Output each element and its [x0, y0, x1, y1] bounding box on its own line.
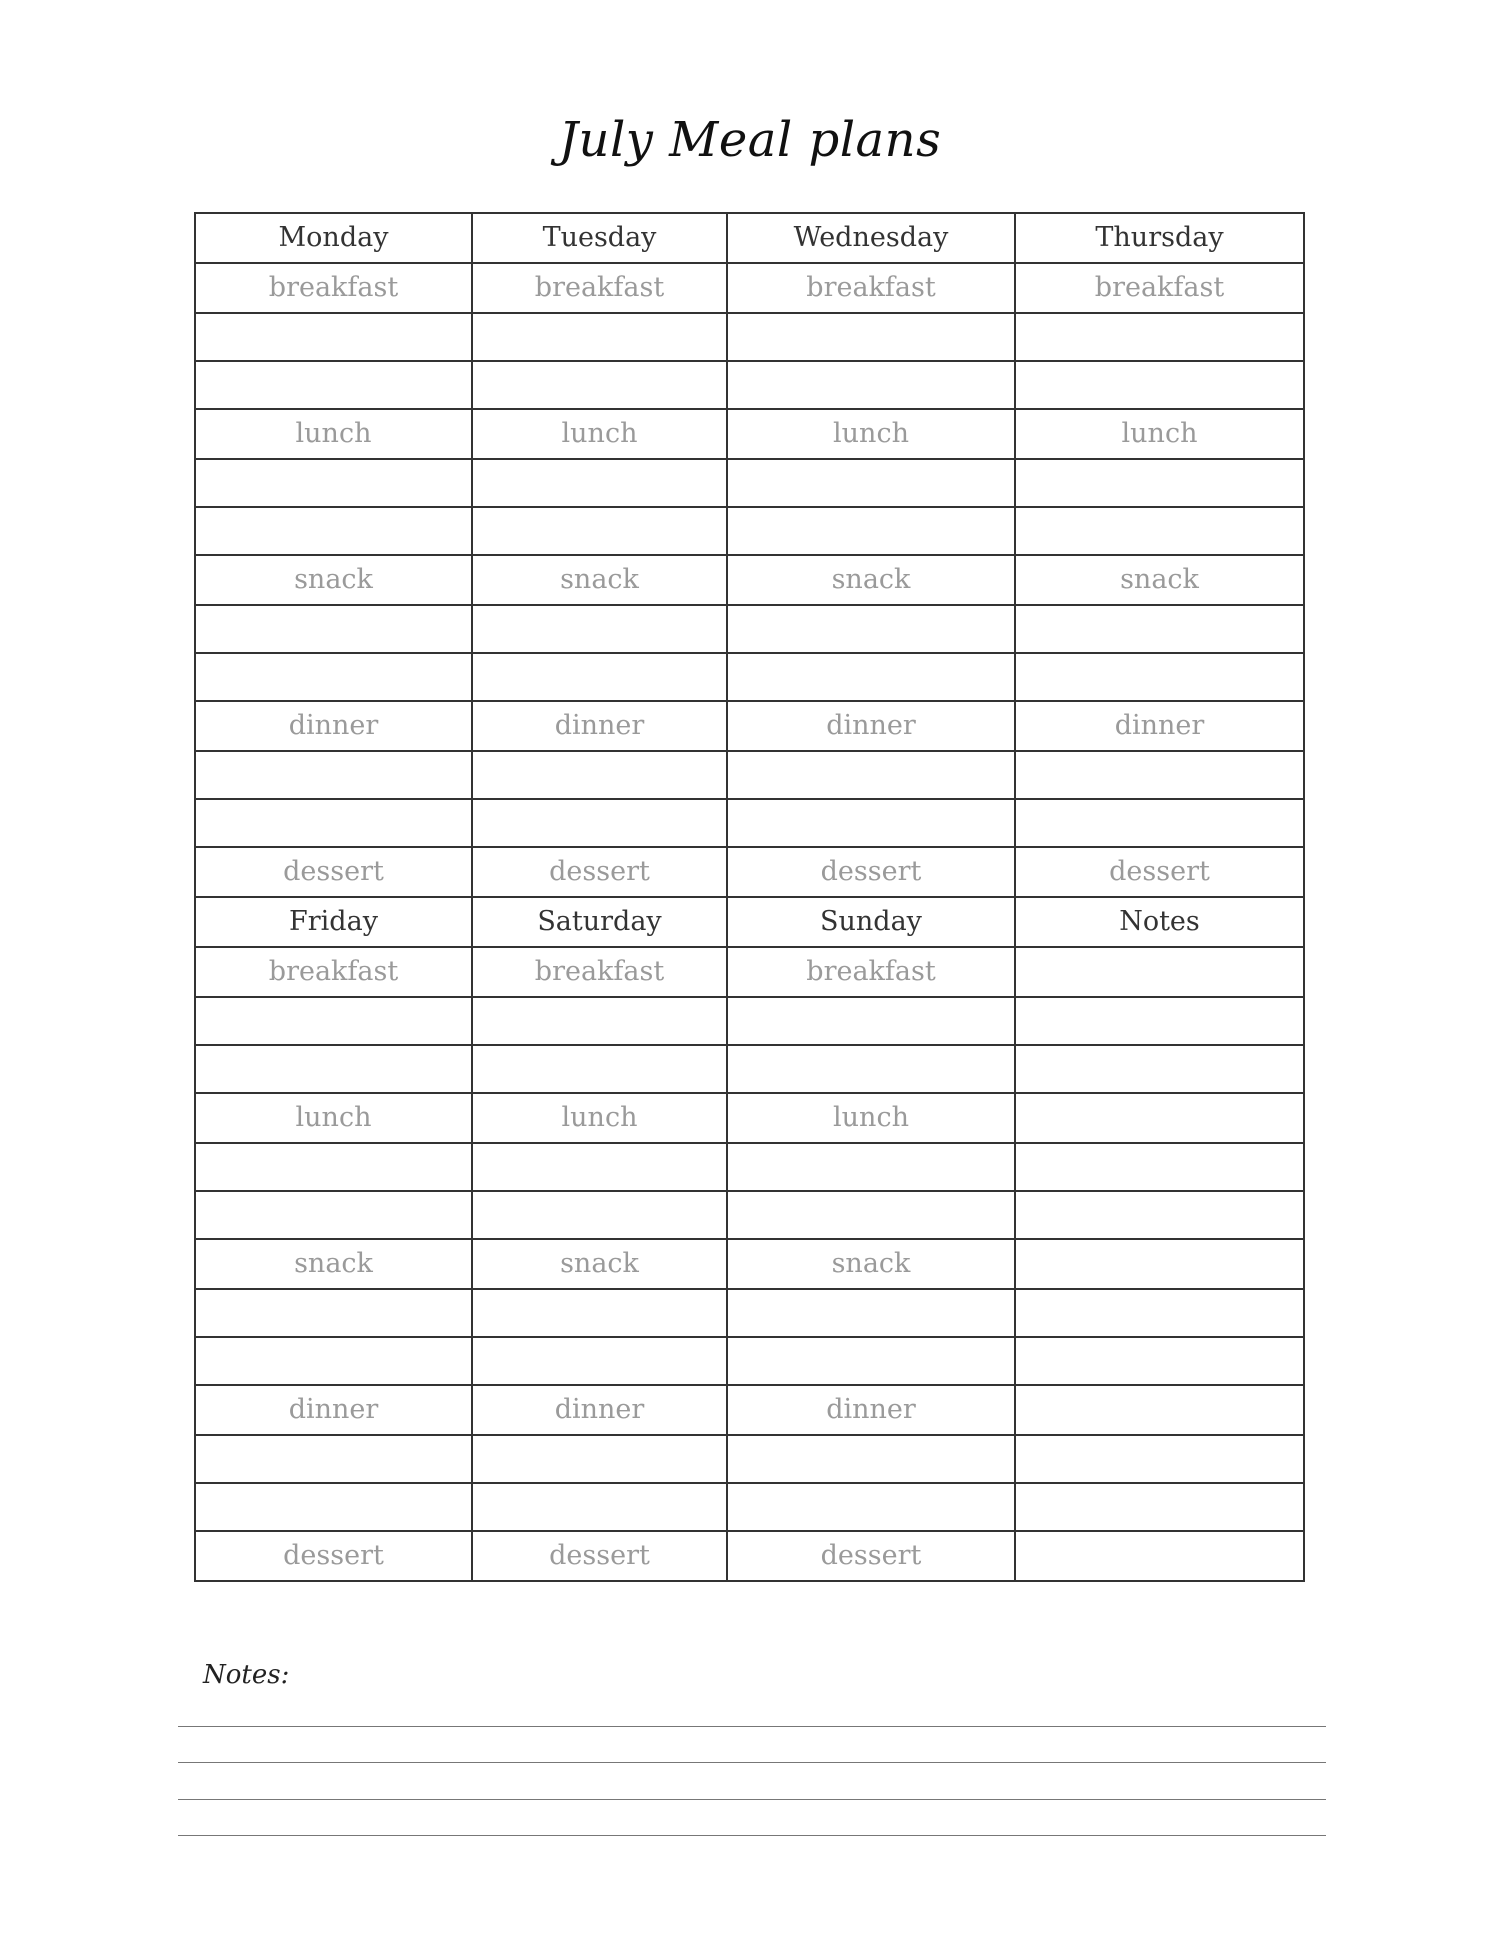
snack-entry-cell[interactable] — [727, 653, 1015, 701]
breakfast-label: breakfast — [727, 263, 1015, 313]
day-header: Friday — [195, 897, 472, 947]
lunch-entry-cell[interactable] — [727, 507, 1015, 555]
lunch-entry-cell[interactable] — [195, 1191, 472, 1239]
day-header: Saturday — [472, 897, 727, 947]
breakfast-entry-cell[interactable] — [195, 313, 472, 361]
lunch-label: lunch — [472, 409, 727, 459]
dinner-label: dinner — [195, 1385, 472, 1435]
dinner-entry-cell[interactable] — [472, 1483, 727, 1531]
breakfast-entry-cell[interactable] — [727, 313, 1015, 361]
lunch-label: lunch — [727, 409, 1015, 459]
meal-label-row — [195, 701, 1304, 751]
dessert-label: dessert — [472, 1531, 727, 1581]
breakfast-entry-cell[interactable] — [472, 361, 727, 409]
meal-label-row — [195, 1239, 1304, 1289]
snack-entry-cell[interactable] — [472, 605, 727, 653]
breakfast-entry-cell[interactable] — [472, 997, 727, 1045]
lunch-entry-cell[interactable] — [1015, 507, 1304, 555]
snack-entry-cell[interactable] — [472, 653, 727, 701]
snack-label: snack — [727, 555, 1015, 605]
notes-label: Notes: — [203, 1660, 290, 1690]
dinner-label: dinner — [727, 701, 1015, 751]
meal-label-row — [195, 1093, 1304, 1143]
day-header: Monday — [195, 213, 472, 263]
breakfast-label: breakfast — [1015, 263, 1304, 313]
snack-entry-cell[interactable] — [1015, 605, 1304, 653]
entry-row — [195, 1143, 1304, 1191]
breakfast-entry-cell[interactable] — [472, 1045, 727, 1093]
snack-label: snack — [472, 1239, 727, 1289]
entry-row — [195, 459, 1304, 507]
notes-cell[interactable] — [1015, 1483, 1304, 1531]
dinner-label: dinner — [472, 701, 727, 751]
breakfast-label: breakfast — [195, 947, 472, 997]
lunch-label: lunch — [727, 1093, 1015, 1143]
snack-label: snack — [195, 555, 472, 605]
notes-line[interactable] — [178, 1762, 1326, 1763]
notes-line[interactable] — [178, 1726, 1326, 1727]
lunch-entry-cell[interactable] — [472, 459, 727, 507]
entry-row — [195, 361, 1304, 409]
notes-cell[interactable] — [1015, 1385, 1304, 1435]
lunch-label: lunch — [1015, 409, 1304, 459]
day-header: Wednesday — [727, 213, 1015, 263]
day-header-row — [195, 897, 1304, 947]
breakfast-label: breakfast — [727, 947, 1015, 997]
snack-label: snack — [472, 555, 727, 605]
dessert-label: dessert — [727, 847, 1015, 897]
dinner-entry-cell[interactable] — [472, 1435, 727, 1483]
snack-entry-cell[interactable] — [195, 653, 472, 701]
lunch-entry-cell[interactable] — [195, 507, 472, 555]
lunch-label: lunch — [472, 1093, 727, 1143]
dessert-label: dessert — [195, 1531, 472, 1581]
breakfast-entry-cell[interactable] — [195, 1045, 472, 1093]
dinner-entry-cell[interactable] — [195, 751, 472, 799]
lunch-entry-cell[interactable] — [727, 459, 1015, 507]
notes-cell[interactable] — [1015, 997, 1304, 1045]
lunch-entry-cell[interactable] — [1015, 459, 1304, 507]
entry-row — [195, 751, 1304, 799]
entry-row — [195, 1435, 1304, 1483]
meal-plan-table — [194, 212, 1305, 1582]
breakfast-label: breakfast — [472, 947, 727, 997]
snack-label: snack — [1015, 555, 1304, 605]
dinner-entry-cell[interactable] — [727, 1483, 1015, 1531]
day-header: Tuesday — [472, 213, 727, 263]
notes-cell[interactable] — [1015, 1239, 1304, 1289]
notes-cell[interactable] — [1015, 1531, 1304, 1581]
lunch-label: lunch — [195, 1093, 472, 1143]
snack-label: snack — [195, 1239, 472, 1289]
lunch-entry-cell[interactable] — [472, 1143, 727, 1191]
dessert-label: dessert — [195, 847, 472, 897]
snack-entry-cell[interactable] — [472, 1337, 727, 1385]
lunch-entry-cell[interactable] — [195, 1143, 472, 1191]
entry-row — [195, 1045, 1304, 1093]
meal-label-row — [195, 1531, 1304, 1581]
notes-cell[interactable] — [1015, 1143, 1304, 1191]
notes-line[interactable] — [178, 1799, 1326, 1800]
dinner-label: dinner — [195, 701, 472, 751]
page-title: July Meal plans — [558, 112, 942, 168]
breakfast-entry-cell[interactable] — [1015, 313, 1304, 361]
notes-cell[interactable] — [1015, 1045, 1304, 1093]
meal-label-row — [195, 555, 1304, 605]
dinner-entry-cell[interactable] — [472, 799, 727, 847]
snack-entry-cell[interactable] — [195, 1337, 472, 1385]
day-header-row — [195, 213, 1304, 263]
breakfast-entry-cell[interactable] — [195, 361, 472, 409]
snack-entry-cell[interactable] — [472, 1289, 727, 1337]
breakfast-entry-cell[interactable] — [472, 313, 727, 361]
snack-entry-cell[interactable] — [727, 605, 1015, 653]
entry-row — [195, 799, 1304, 847]
dessert-label: dessert — [472, 847, 727, 897]
notes-line[interactable] — [178, 1835, 1326, 1836]
entry-row — [195, 1337, 1304, 1385]
breakfast-entry-cell[interactable] — [1015, 361, 1304, 409]
breakfast-entry-cell[interactable] — [727, 1045, 1015, 1093]
breakfast-label: breakfast — [195, 263, 472, 313]
meal-label-row — [195, 847, 1304, 897]
dinner-entry-cell[interactable] — [195, 799, 472, 847]
dinner-label: dinner — [472, 1385, 727, 1435]
breakfast-entry-cell[interactable] — [195, 997, 472, 1045]
entry-row — [195, 1289, 1304, 1337]
lunch-entry-cell[interactable] — [727, 1143, 1015, 1191]
entry-row — [195, 997, 1304, 1045]
day-header: Notes — [1015, 897, 1304, 947]
day-header: Sunday — [727, 897, 1015, 947]
dinner-entry-cell[interactable] — [1015, 751, 1304, 799]
entry-row — [195, 313, 1304, 361]
lunch-entry-cell[interactable] — [472, 1191, 727, 1239]
breakfast-entry-cell[interactable] — [727, 997, 1015, 1045]
meal-label-row — [195, 409, 1304, 459]
entry-row — [195, 507, 1304, 555]
dinner-entry-cell[interactable] — [727, 1435, 1015, 1483]
dinner-label: dinner — [727, 1385, 1015, 1435]
breakfast-label: breakfast — [472, 263, 727, 313]
snack-label: snack — [727, 1239, 1015, 1289]
meal-label-row — [195, 947, 1304, 997]
notes-cell[interactable] — [1015, 1289, 1304, 1337]
dessert-label: dessert — [727, 1531, 1015, 1581]
dinner-entry-cell[interactable] — [195, 1483, 472, 1531]
meal-label-row — [195, 1385, 1304, 1435]
snack-entry-cell[interactable] — [195, 605, 472, 653]
dinner-label: dinner — [1015, 701, 1304, 751]
notes-cell[interactable] — [1015, 947, 1304, 997]
lunch-entry-cell[interactable] — [195, 459, 472, 507]
dinner-entry-cell[interactable] — [1015, 799, 1304, 847]
entry-row — [195, 653, 1304, 701]
notes-cell[interactable] — [1015, 1093, 1304, 1143]
dinner-entry-cell[interactable] — [727, 799, 1015, 847]
snack-entry-cell[interactable] — [1015, 653, 1304, 701]
entry-row — [195, 605, 1304, 653]
day-header: Thursday — [1015, 213, 1304, 263]
entry-row — [195, 1191, 1304, 1239]
dinner-entry-cell[interactable] — [727, 751, 1015, 799]
breakfast-entry-cell[interactable] — [727, 361, 1015, 409]
entry-row — [195, 1483, 1304, 1531]
dinner-entry-cell[interactable] — [472, 751, 727, 799]
snack-entry-cell[interactable] — [727, 1337, 1015, 1385]
lunch-label: lunch — [195, 409, 472, 459]
notes-cell[interactable] — [1015, 1191, 1304, 1239]
dessert-label: dessert — [1015, 847, 1304, 897]
lunch-entry-cell[interactable] — [727, 1191, 1015, 1239]
meal-label-row — [195, 263, 1304, 313]
snack-entry-cell[interactable] — [727, 1289, 1015, 1337]
snack-entry-cell[interactable] — [195, 1289, 472, 1337]
notes-cell[interactable] — [1015, 1337, 1304, 1385]
notes-cell[interactable] — [1015, 1435, 1304, 1483]
dinner-entry-cell[interactable] — [195, 1435, 472, 1483]
lunch-entry-cell[interactable] — [472, 507, 727, 555]
